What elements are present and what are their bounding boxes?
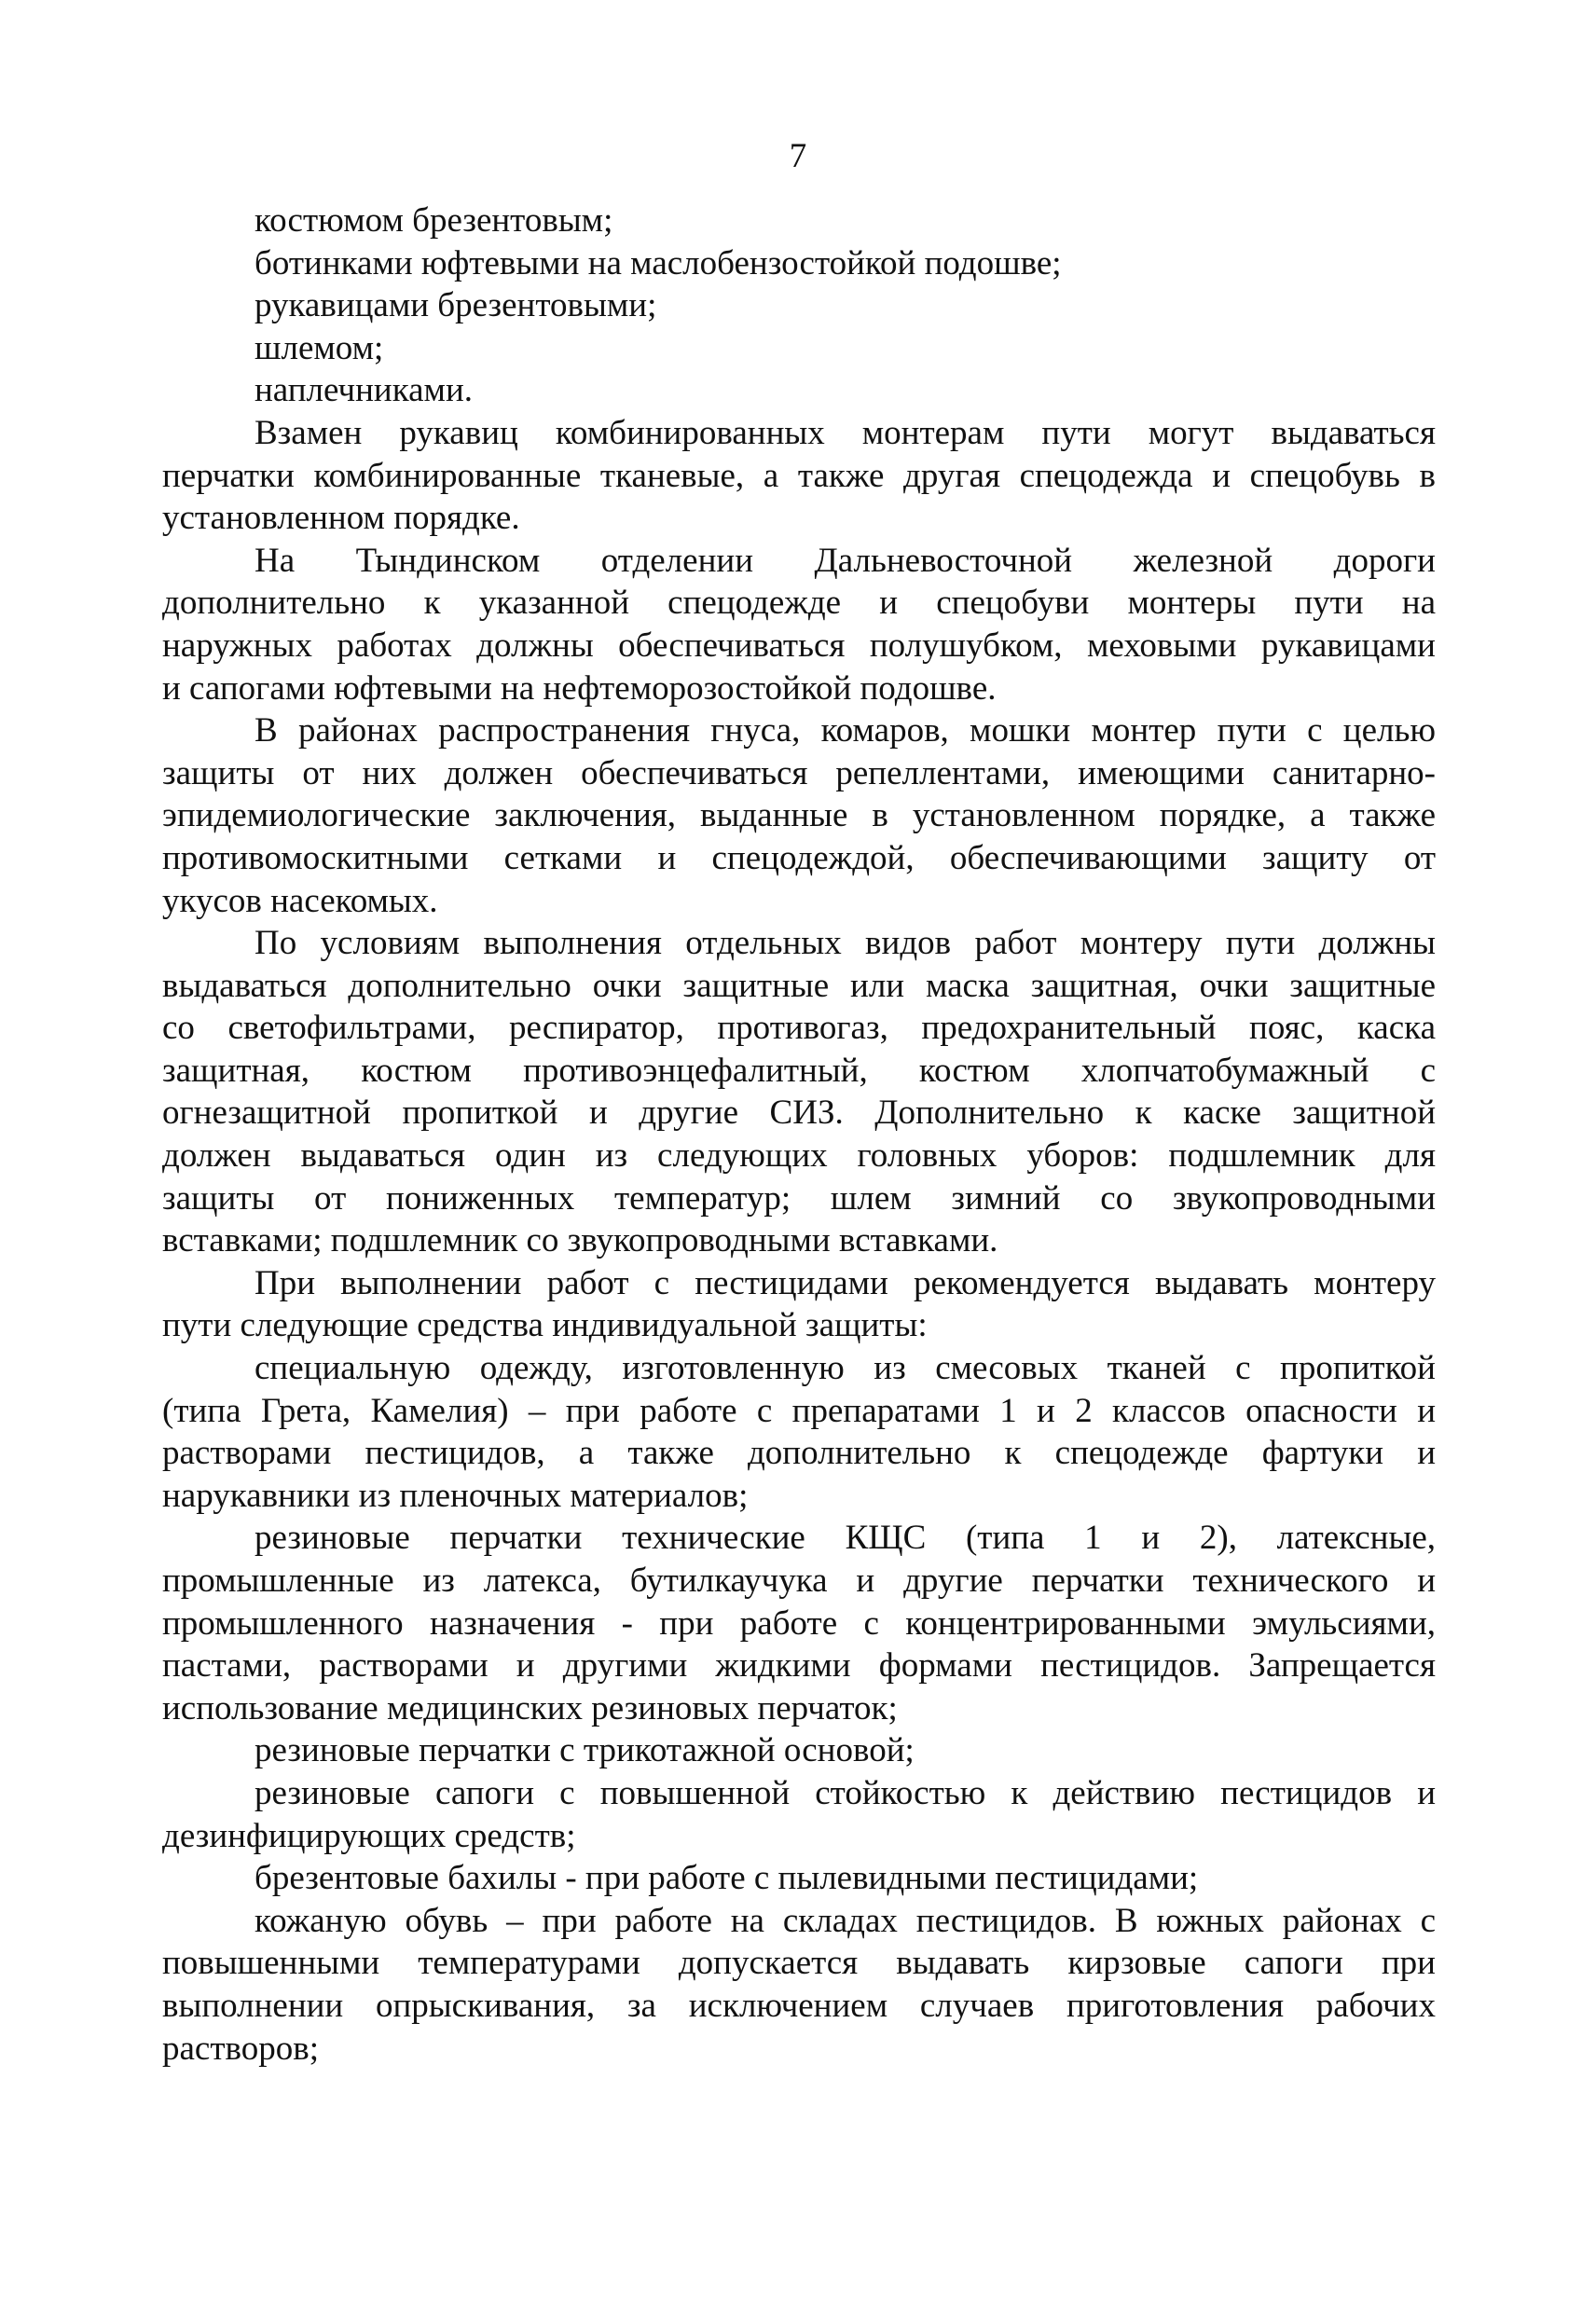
text-line: и сапогами юфтевыми на нефтеморозостойкой подошве. (162, 668, 997, 708)
text-line: рукавицами брезентовыми; (255, 286, 657, 325)
text-line: противомоскитными сетками и спецодеждой, обеспечивающими защиту от (162, 838, 1436, 877)
text-line: шлемом; (255, 328, 384, 367)
text-line: защиты от пониженных температур; шлем зимний со звукопроводными (162, 1178, 1436, 1218)
paragraph (162, 922, 1436, 1262)
text-line: резиновые сапоги с повышенной стойкостью к действию пестицидов и (255, 1773, 1436, 1812)
text-line: укусов насекомых. (162, 881, 438, 920)
paragraph (162, 1517, 1436, 1729)
text-line: выдаваться дополнительно очки защитные или маска защитная, очки защитные (162, 966, 1436, 1005)
paragraph (162, 709, 1436, 922)
text-line: В районах распространения гнуса, комаров, мошки монтер пути с целью (255, 711, 1436, 750)
paragraph (162, 1262, 1436, 1347)
text-line: (типа Грета, Камелия) – при работе с препаратами 1 и 2 классов опасности и (162, 1391, 1436, 1430)
text-line: промышленного назначения - при работе с концентрированными эмульсиями, (162, 1603, 1436, 1643)
text-line: дополнительно к указанной спецодежде и спецобуви монтеры пути на (162, 584, 1436, 623)
paragraph (162, 369, 1436, 412)
paragraph (162, 327, 1436, 370)
paragraph (162, 540, 1436, 709)
text-line: ботинками юфтевыми на маслобензостойкой подошве; (255, 243, 1062, 282)
text-line: кожаную обувь – при работе на складах пестицидов. В южных районах с (255, 1901, 1436, 1940)
text-line: вставками; подшлемник со звукопроводными вставками. (162, 1221, 998, 1260)
paragraph (162, 242, 1436, 285)
text-line: защитная, костюм противоэнцефалитный, костюм хлопчатобумажный с (162, 1051, 1436, 1090)
paragraph (162, 1729, 1436, 1772)
text-line: повышенными температурами допускается выдавать кирзовые сапоги при (162, 1944, 1436, 1983)
text-line: растворами пестицидов, а также дополнительно к спецодежде фартуки и (162, 1434, 1436, 1473)
text-line: брезентовые бахилы - при работе с пылевидными пестицидами; (255, 1859, 1199, 1898)
paragraph (162, 284, 1436, 327)
text-line: наплечниками. (255, 371, 474, 410)
text-line: нарукавники из пленочных материалов; (162, 1476, 749, 1515)
text-line: пути следующие средства индивидуальной защиты: (162, 1306, 928, 1345)
text-line: перчатки комбинированные тканевые, а также другая спецодежда и спецобувь в (162, 456, 1436, 495)
paragraph (162, 1772, 1436, 1857)
text-line: Взамен рукавиц комбинированных монтерам пути могут выдаваться (255, 413, 1436, 452)
text-line: При выполнении работ с пестицидами рекомендуется выдавать монтеру (255, 1263, 1436, 1302)
text-line: выполнении опрыскивания, за исключением случаев приготовления рабочих (162, 1986, 1436, 2025)
text-line: установленном порядке. (162, 499, 520, 538)
paragraph (162, 1857, 1436, 1900)
text-line: На Тындинском отделении Дальневосточной железной дороги (255, 541, 1436, 580)
text-line: использование медицинских резиновых перчаток; (162, 1688, 898, 1727)
text-line: эпидемиологические заключения, выданные в установленном порядке, а также (162, 796, 1436, 835)
paragraph (162, 1347, 1436, 1517)
text-line: огнезащитной пропиткой и другие СИЗ. Дополнительно к каске защитной (162, 1094, 1436, 1133)
text-line: По условиям выполнения отдельных видов работ монтеру пути должны (255, 924, 1436, 963)
text-line: резиновые перчатки технические КЩС (типа 1 и 2), латексные, (255, 1519, 1436, 1558)
paragraph (162, 1900, 1436, 2070)
document-body (162, 200, 1436, 2070)
text-line: костюмом брезентовым; (255, 201, 613, 240)
text-line: специальную одежду, изготовленную из смесовых тканей с пропиткой (255, 1349, 1436, 1388)
text-line: должен выдаваться один из следующих головных уборов: подшлемник для (162, 1136, 1436, 1176)
text-line: растворов; (162, 2029, 319, 2068)
text-line: наружных работах должны обеспечиваться полушубком, меховыми рукавицами (162, 626, 1436, 665)
paragraph (162, 200, 1436, 242)
text-line: резиновые перчатки с трикотажной основой; (255, 1731, 915, 1770)
text-line: защиты от них должен обеспечиваться репеллентами, имеющими санитарно- (162, 753, 1436, 792)
paragraph (162, 412, 1436, 540)
text-line: промышленные из латекса, бутилкаучука и другие перчатки технического и (162, 1562, 1436, 1600)
text-line: со светофильтрами, респиратор, противогаз, предохранительный пояс, каска (162, 1009, 1436, 1048)
text-line: дезинфицирующих средств; (162, 1816, 576, 1855)
text-line: пастами, растворами и другими жидкими формами пестицидов. Запрещается (162, 1646, 1436, 1686)
page-number: 7 (789, 137, 807, 175)
